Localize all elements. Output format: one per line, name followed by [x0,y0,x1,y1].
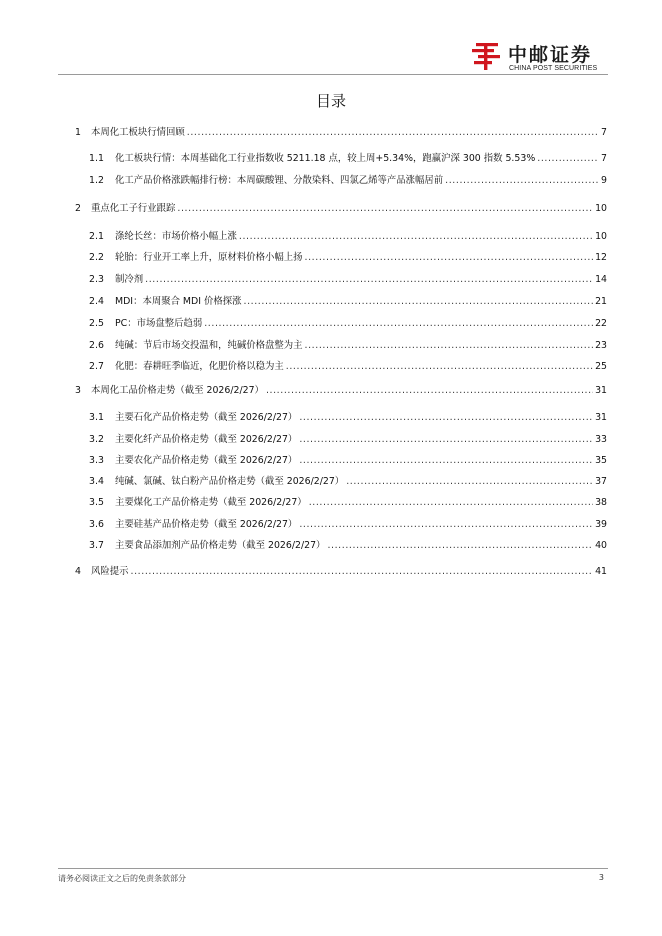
toc-leader-dots [346,476,593,488]
toc-entry[interactable] [75,566,607,578]
toc-entry-number: 4 [75,566,81,577]
toc-leader-dots [445,175,599,187]
toc-entry-page: 7 [601,127,607,138]
toc-entry-text: PC：市场盘整后趋弱 [115,318,203,329]
toc-entry-number: 2.6 [89,340,104,351]
toc-entry-number: 1 [75,127,81,138]
toc-entry-text: 主要硅基产品价格走势（截至 2026/2/27） [115,519,298,530]
toc-entry[interactable] [89,540,607,552]
toc-entry-number: 1.2 [89,175,104,186]
toc-entry[interactable] [89,497,607,509]
brand-name-cn: 中邮证券 [508,44,593,66]
toc-entry-page: 31 [595,385,607,396]
toc-leader-dots [299,434,593,446]
toc-entry[interactable] [75,203,607,215]
footer-page-number: 3 [598,873,604,882]
footer-disclaimer: 请务必阅读正文之后的免责条款部分 [58,874,186,883]
toc-entry-text: 主要食品添加剂产品价格走势（截至 2026/2/27） [115,540,326,551]
toc-entry-page: 33 [595,434,607,445]
toc-entry-page: 40 [595,540,607,551]
toc-entry[interactable] [89,296,607,308]
toc-entry-number: 2.7 [89,361,104,372]
toc-entry-page: 10 [595,203,607,214]
toc-entry[interactable] [89,434,607,446]
toc-entry[interactable] [89,274,607,286]
toc-entry[interactable] [89,340,607,352]
toc-leader-dots [327,540,593,552]
toc-entry-text: 主要农化产品价格走势（截至 2026/2/27） [115,455,298,466]
toc-entry[interactable] [89,175,607,187]
toc-entry-page: 22 [595,318,607,329]
toc-entry-text: 纯碱、氯碱、钛白粉产品价格走势（截至 2026/2/27） [115,476,345,487]
toc-entry-number: 3.2 [89,434,104,445]
toc-entry[interactable] [89,476,607,488]
toc-entry-page: 31 [595,412,607,423]
toc-entry-text: 风险提示 [91,566,129,577]
toc-entry-text: 制冷剂 [115,274,144,285]
toc-entry-page: 7 [601,153,607,164]
toc-entry-page: 25 [595,361,607,372]
toc-entry-number: 3.4 [89,476,104,487]
toc-leader-dots [305,252,594,264]
toc-entry-page: 10 [595,231,607,242]
toc-entry-number: 2.3 [89,274,104,285]
toc-leader-dots [187,127,599,139]
toc-leader-dots [537,153,599,165]
toc-entry-text: 化工产品价格涨跌幅排行榜：本周碳酸锂、分散染料、四氯乙烯等产品涨幅居前 [115,175,444,186]
toc-entry[interactable] [89,412,607,424]
toc-entry-page: 41 [595,566,607,577]
toc-entry[interactable] [89,153,607,165]
toc-entry[interactable] [75,127,607,139]
toc-entry-page: 23 [595,340,607,351]
toc-leader-dots [239,231,593,243]
toc-entry-text: 纯碱：节后市场交投温和，纯碱价格盘整为主 [115,340,303,351]
toc-leader-dots [266,385,593,397]
toc-leader-dots [299,412,593,424]
toc-entry-number: 2.1 [89,231,104,242]
toc-entry-number: 2.4 [89,296,104,307]
toc-entry-text: 主要石化产品价格走势（截至 2026/2/27） [115,412,298,423]
toc-leader-dots [286,361,593,373]
toc-entry-number: 2.5 [89,318,104,329]
toc-leader-dots [204,318,593,330]
toc-entry-text: 本周化工品价格走势（截至 2026/2/27） [91,385,264,396]
toc-entry-text: 主要煤化工产品价格走势（截至 2026/2/27） [115,497,307,508]
toc-entry[interactable] [89,318,607,330]
toc-title: 目录 [315,92,346,110]
toc-leader-dots [145,274,593,286]
toc-entry-page: 37 [595,476,607,487]
toc-entry-page: 14 [595,274,607,285]
toc-entry[interactable] [89,231,607,243]
china-post-logo-icon [470,40,502,72]
toc-entry[interactable] [75,385,607,397]
toc-entry-number: 1.1 [89,153,104,164]
header-divider [58,74,608,75]
toc-entry-text: 轮胎：行业开工率上升，原材料价格小幅上扬 [115,252,303,263]
toc-entry-number: 3.5 [89,497,104,508]
toc-entry-number: 3.3 [89,455,104,466]
toc-entry-text: 主要化纤产品价格走势（截至 2026/2/27） [115,434,298,445]
brand-logo [470,40,620,76]
toc-leader-dots [309,497,593,509]
toc-entry-text: 化工板块行情：本周基础化工行业指数收 5211.18 点，较上周+5.34%，跑赢沪深 300 指数 5.53% [115,153,536,164]
toc-entry-number: 2 [75,203,81,214]
toc-entry[interactable] [89,361,607,373]
toc-entry-text: 涤纶长丝：市场价格小幅上涨 [115,231,237,242]
toc-entry[interactable] [89,252,607,264]
toc-leader-dots [299,455,593,467]
toc-entry-page: 12 [595,252,607,263]
toc-entry-page: 21 [595,296,607,307]
toc-entry-page: 39 [595,519,607,530]
toc-entry-text: 化肥：春耕旺季临近，化肥价格以稳为主 [115,361,284,372]
toc-entry[interactable] [89,519,607,531]
toc-entry[interactable] [89,455,607,467]
toc-entry-number: 3.6 [89,519,104,530]
toc-entry-number: 3.7 [89,540,104,551]
toc-entry-number: 3 [75,385,81,396]
toc-entry-page: 35 [595,455,607,466]
toc-leader-dots [131,566,594,578]
toc-entry-number: 2.2 [89,252,104,263]
footer-divider [58,868,608,869]
toc-leader-dots [243,296,593,308]
toc-leader-dots [299,519,593,531]
toc-entry-text: 重点化工子行业跟踪 [91,203,176,214]
brand-name-en: CHINA POST SECURITIES [509,65,598,72]
toc-entry-number: 3.1 [89,412,104,423]
toc-entry-page: 38 [595,497,607,508]
toc-leader-dots [177,203,593,215]
toc-leader-dots [305,340,594,352]
toc-entry-page: 9 [601,175,607,186]
toc-entry-text: MDI：本周聚合 MDI 价格探涨 [115,296,242,307]
toc-entry-text: 本周化工板块行情回顾 [91,127,185,138]
